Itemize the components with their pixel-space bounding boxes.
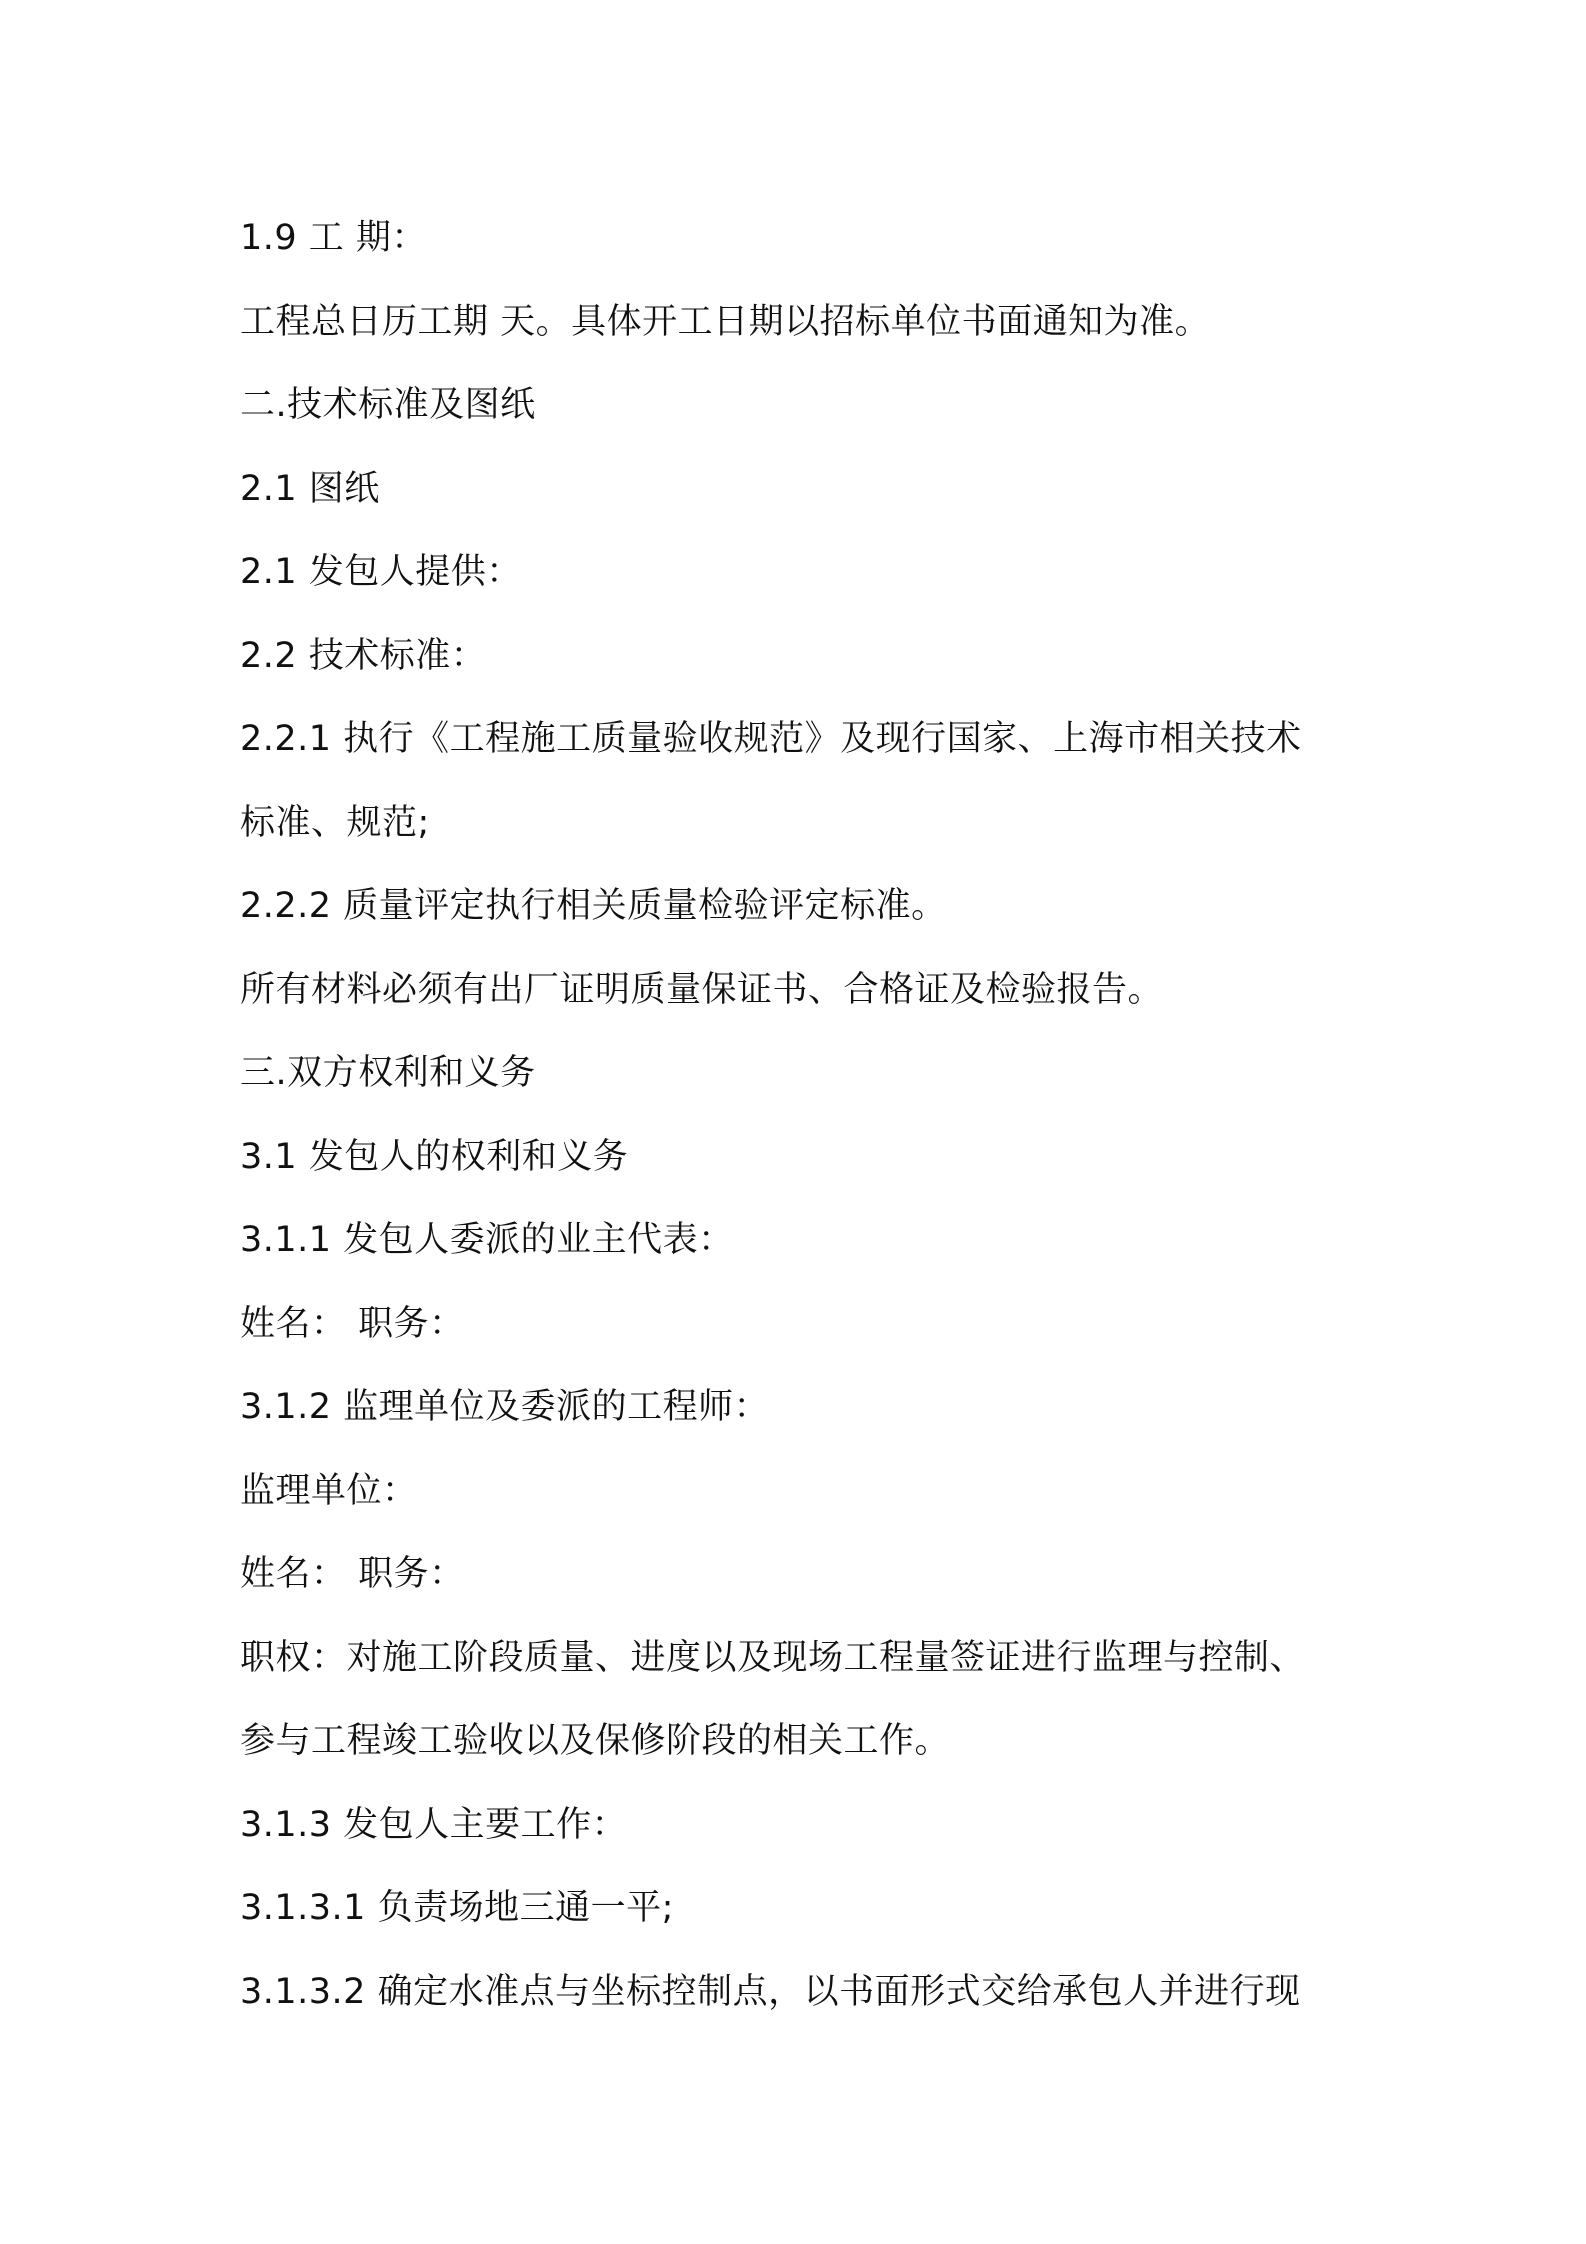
text-line-total-duration: 工程总日历工期 天。具体开工日期以招标单位书面通知为准。	[240, 301, 1211, 342]
text-line-supervision-unit: 3.1.2 监理单位及委派的工程师：	[240, 1387, 770, 1427]
text-line-employer-main-work: 3.1.3 发包人主要工作：	[240, 1804, 628, 1845]
text-line-name-position-1: 姓名： 职务：	[240, 1303, 465, 1344]
text-line-schedule-heading: 1.9 工 期：	[240, 218, 427, 258]
text-line-drawings: 2.1 图纸	[240, 468, 380, 509]
text-line-acceptance-code: 2.2.1 执行《工程施工质量验收规范》及现行国家、上海市相关技术	[240, 719, 1302, 759]
document-body	[240, 197, 1360, 2034]
text-line-quality-evaluation: 2.2.2 质量评定执行相关质量检验评定标准。	[240, 886, 947, 926]
text-line-supervision-unit-field: 监理单位：	[240, 1470, 418, 1511]
text-line-employer-rights: 3.1 发包人的权利和义务	[240, 1136, 629, 1177]
section-heading-technical-standards: 二.技术标准及图纸	[240, 385, 536, 425]
section-heading-rights-obligations: 三.双方权利和义务	[240, 1053, 536, 1093]
text-line-benchmark-points: 3.1.3.2 确定水准点与坐标控制点，以书面形式交给承包人并进行现	[240, 1971, 1301, 2012]
text-line-name-position-2: 姓名： 职务：	[240, 1554, 465, 1594]
text-line-technical-standards: 2.2 技术标准：	[240, 635, 487, 676]
text-line-owner-representative: 3.1.1 发包人委派的业主代表：	[240, 1220, 734, 1260]
text-line-site-preparation: 3.1.3.1 负责场地三通一平;	[240, 1888, 674, 1928]
text-line-authority-cont: 参与工程竣工验收以及保修阶段的相关工作。	[240, 1721, 951, 1761]
text-line-acceptance-code-cont: 标准、规范;	[240, 802, 430, 843]
text-line-employer-provides: 2.1 发包人提供：	[240, 552, 522, 592]
text-line-authority: 职权：对施工阶段质量、进度以及现场工程量签证进行监理与控制、	[240, 1637, 1306, 1678]
text-line-materials-certificates: 所有材料必须有出厂证明质量保证书、合格证及检验报告。	[240, 969, 1164, 1010]
